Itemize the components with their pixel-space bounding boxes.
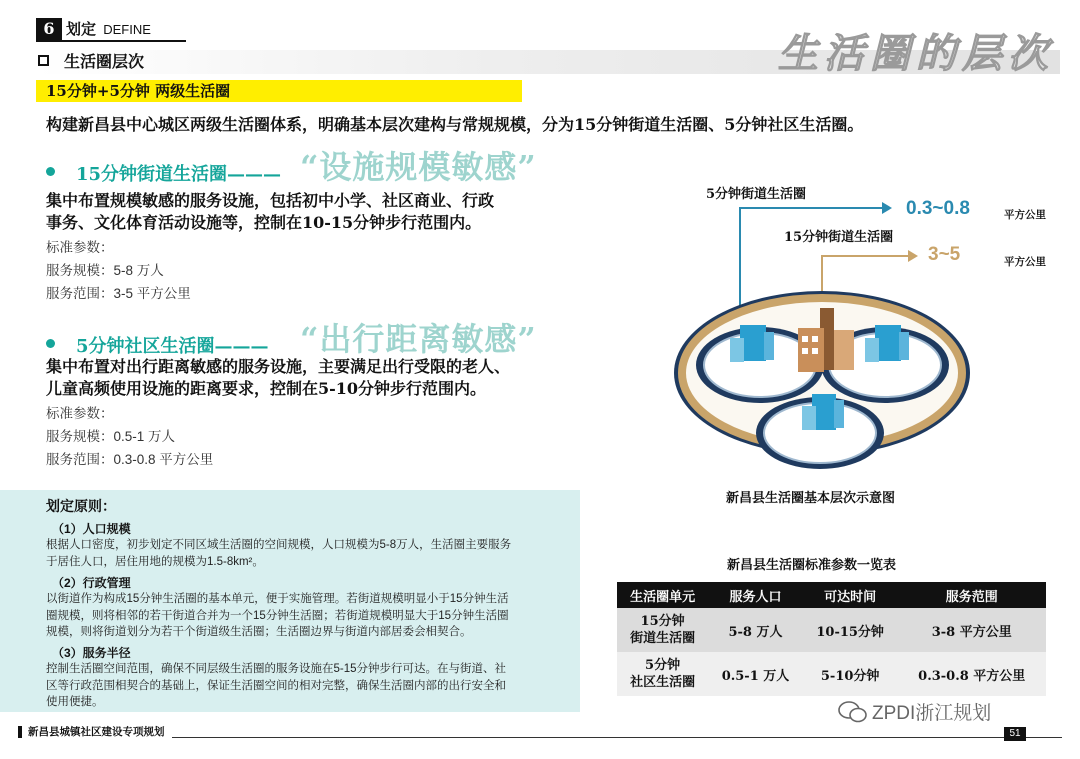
table-cell: 5-10分钟	[803, 652, 898, 696]
diagram-unit-5min: 平方公里	[1004, 209, 1046, 221]
diagram-label-5min: 5分钟街道生活圈	[706, 187, 807, 202]
table-cell: 3-8 平方公里	[897, 608, 1046, 652]
principle-line: 根据人口密度，初步划定不同区域生活圈的空间规模，人口规模为5-8万人，生活圈主要服务	[46, 539, 512, 551]
principle-line: 圈规模，则将相邻的若干街道合并为一个15分钟生活圈；若街道规模明显大于15分钟生活圈	[46, 609, 509, 622]
table-cell-unit	[617, 652, 708, 696]
principle-line: 区等行政范围相契合的基础上，保证生活圈空间的相对完整，确保生活圈内部的出行安全和	[46, 679, 506, 692]
section-title	[66, 18, 151, 41]
watermark	[838, 698, 991, 725]
unit-line: 5分钟	[645, 658, 681, 673]
diagram-value-15min: 3~5	[928, 244, 961, 265]
section-number: 6	[36, 18, 62, 40]
principle-line: 以街道作为构成15分钟生活圈的基本单元，便于实施管理。若街道规模明显小于15分钟生活	[46, 593, 509, 605]
highlight-heading: 15分钟+5分钟 两级生活圈	[36, 80, 522, 102]
table-row	[617, 608, 1046, 652]
table-header: 可达时间	[803, 582, 898, 608]
table-cell: 5-8 万人	[708, 608, 803, 652]
table-header: 服务人口	[708, 582, 803, 608]
block2-desc	[46, 356, 566, 400]
param-scale: 服务规模：5-8 万人	[46, 263, 164, 278]
table-header-row	[617, 582, 1046, 608]
block2-desc-line: 儿童高频使用设施的距离要求，控制在5-10分钟步行范围内。	[46, 379, 487, 398]
parameter-table	[617, 582, 1046, 696]
principle-item	[46, 520, 574, 570]
unit-line: 街道生活圈	[630, 631, 696, 646]
section-title-cn: 划定	[66, 20, 97, 38]
block1-desc-line: 集中布置规模敏感的服务设施，包括初中小学、社区商业、行政	[46, 191, 495, 210]
arrow-head-icon	[908, 250, 918, 262]
param-scale: 服务规模：0.5-1 万人	[46, 429, 176, 444]
section-title-en: DEFINE	[103, 22, 151, 37]
page-number: 51	[1004, 727, 1026, 741]
unit-line: 15分钟	[640, 614, 685, 629]
principle-line: 规模，则将街道划分为若干个街道级生活圈；生活圈边界与街道内部居委会相契合。	[46, 626, 472, 638]
principle-item	[46, 574, 574, 641]
sub-heading: 生活圈层次	[64, 52, 145, 71]
block1-title: 15分钟街道生活圈———	[76, 164, 282, 185]
square-bullet-icon	[38, 55, 49, 66]
table-header: 服务范围	[897, 582, 1046, 608]
block2-slogan: “出行距离敏感”	[300, 320, 537, 358]
footer-mark	[18, 726, 22, 738]
wechat-icon	[838, 701, 868, 723]
block1-desc-line: 事务、文化体育活动设施等，控制在10-15分钟步行范围内。	[46, 213, 482, 232]
block2-title: 5分钟社区生活圈———	[76, 336, 269, 357]
table-title: 新昌县生活圈标准参数一览表	[727, 558, 897, 573]
param-label: 标准参数：	[46, 240, 114, 255]
table-header: 生活圈单元	[617, 582, 708, 608]
section-underline	[36, 40, 186, 42]
footer-doc-title: 新昌县城镇社区建设专项规划	[28, 726, 165, 738]
table-cell: 10-15分钟	[803, 608, 898, 652]
principle-line: 使用便捷。	[46, 696, 104, 708]
unit-line: 社区生活圈	[630, 675, 696, 690]
block2-params	[46, 402, 213, 471]
param-range: 服务范围：3-5 平方公里	[46, 286, 191, 301]
diagram-unit-15min: 平方公里	[1004, 256, 1046, 268]
table-cell: 0.3-0.8 平方公里	[897, 652, 1046, 696]
principle-item	[46, 644, 574, 711]
watermark-text: ZPDI浙江规划	[872, 703, 992, 724]
principle-heading: （1）人口规模	[52, 522, 131, 536]
teal-dot-icon	[46, 339, 55, 348]
principles-title: 划定原则：	[46, 499, 116, 515]
table-cell: 0.5-1 万人	[708, 652, 803, 696]
block2-desc-line: 集中布置对出行距离敏感的服务设施，主要满足出行受限的老人、	[46, 357, 511, 376]
principle-heading: （3）服务半径	[52, 646, 131, 660]
teal-dot-icon	[46, 167, 55, 176]
footer-line	[172, 737, 1062, 738]
arrow-head-icon	[882, 202, 892, 214]
table-row	[617, 652, 1046, 696]
block1-slogan: “设施规模敏感”	[300, 148, 537, 186]
param-label: 标准参数：	[46, 406, 114, 421]
block1-params	[46, 236, 191, 305]
principle-line: 于居住人口，居住用地的规模为1.5-8km²。	[46, 555, 264, 568]
principle-line: 控制生活圈空间范围，确保不同层级生活圈的服务设施在5-15分钟步行可达。在与街道、社	[46, 663, 507, 675]
diagram-label-15min: 15分钟街道生活圈	[784, 230, 894, 245]
diagram-value-5min: 0.3~0.8	[906, 198, 970, 219]
intro-text: 构建新昌县中心城区两级生活圈体系，明确基本层次建构与常规规模，分为15分钟街道生活圈、5分钟社区生活圈。	[46, 115, 864, 134]
param-range: 服务范围：0.3-0.8 平方公里	[46, 452, 214, 467]
table-cell-unit	[617, 608, 708, 652]
diagram-caption: 新昌县生活圈基本层次示意图	[726, 491, 896, 506]
page-big-title: 生活圈的层次	[778, 30, 1054, 77]
principle-heading: （2）行政管理	[52, 576, 131, 590]
life-circle-diagram	[660, 180, 1080, 480]
block1-desc	[46, 190, 566, 234]
